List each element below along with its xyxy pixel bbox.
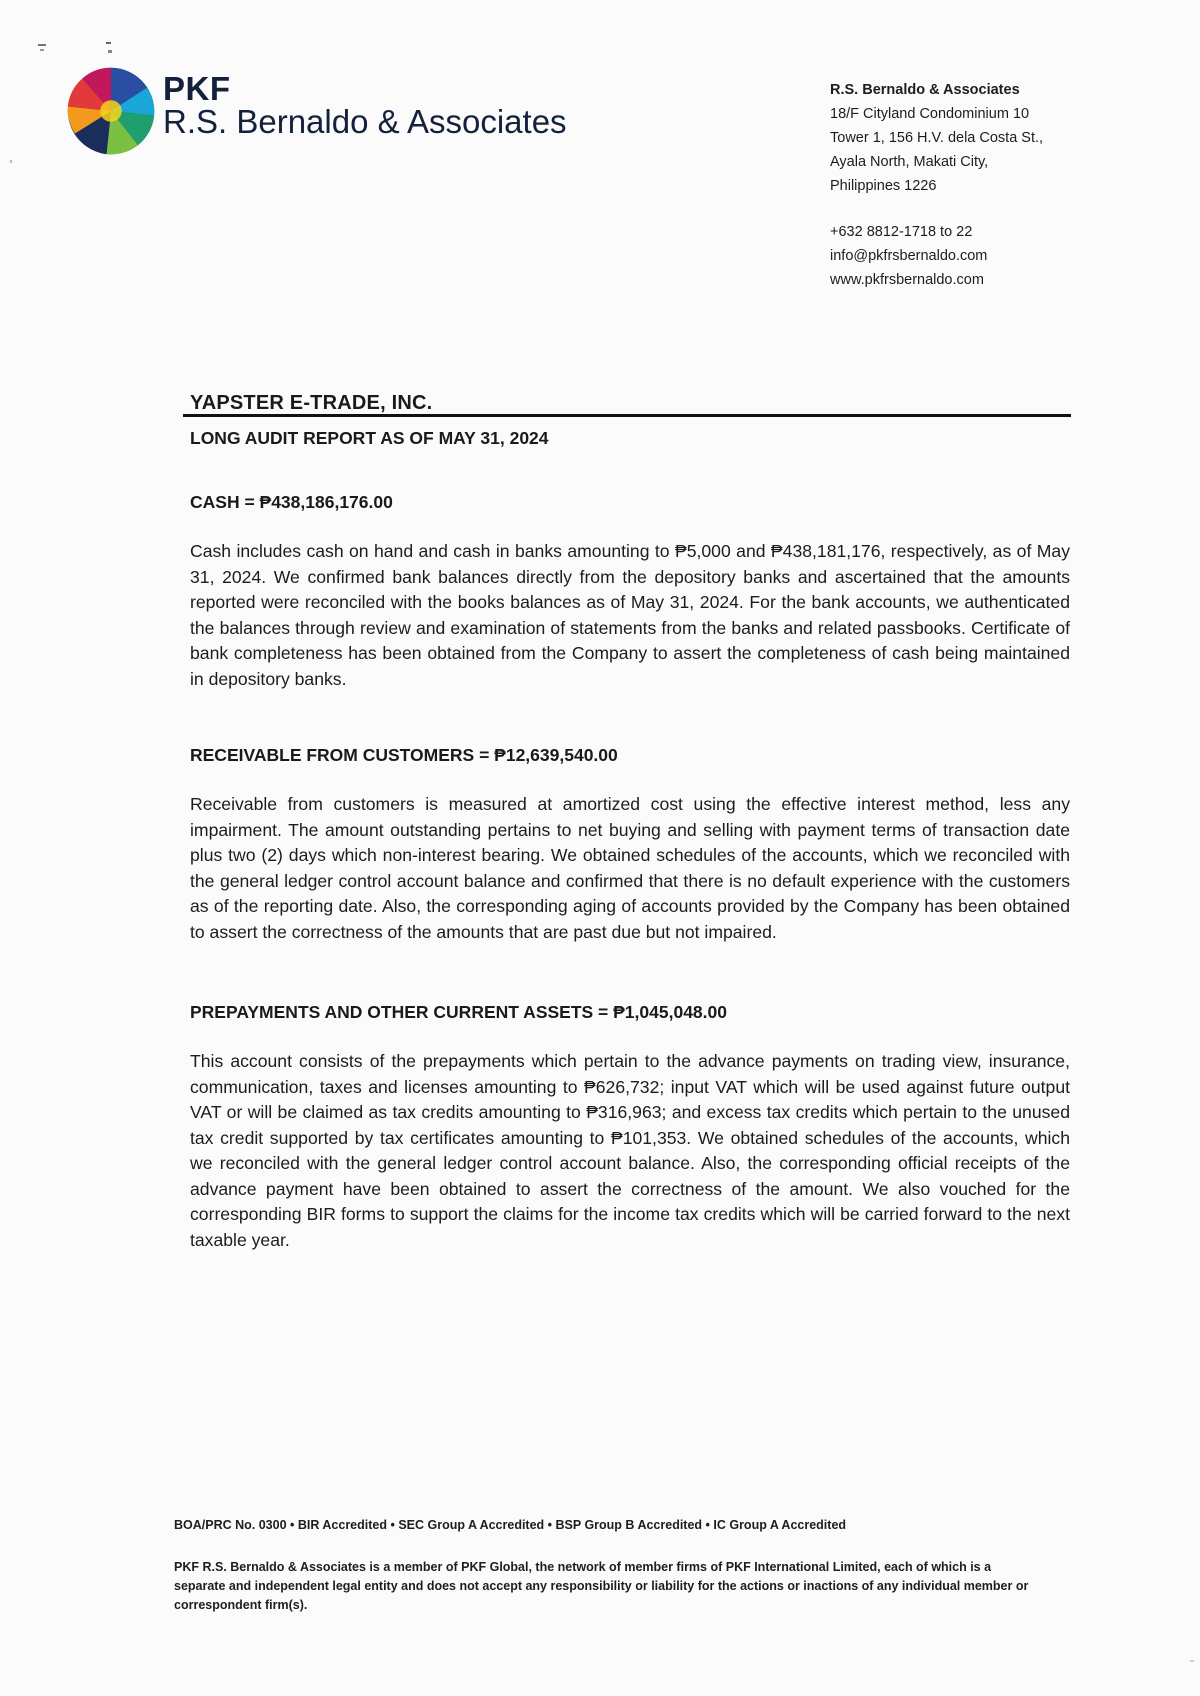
heading-divider xyxy=(183,414,1071,417)
section-body: Receivable from customers is measured at amortized cost using the effective interest method, less any impairment. The amount outstanding pertains to net buying and selling with payment terms of transaction date plus two (2) days which non-interest bearing. We obtained schedules of the accounts, which we reconciled with the general ledger control account balance and confirmed that there is no default experience with the customers as of the reporting date. Also, the corresponding aging of accounts provided by the Company has been obtained to assert the correctness of the amounts that are past due but not impaired. xyxy=(190,794,1070,942)
section-body: Cash includes cash on hand and cash in banks amounting to ₱5,000 and ₱438,181,176, respectively, as of May 31, 2024. We confirmed bank balances directly from the depository banks and ascertained that the amounts reported were reconciled with the books balances as of May 31, 2024. For the bank accounts, we authenticated the balances through review and examination of statements from the banks and related passbooks. Certificate of bank completeness has been obtained from the Company to assert the completeness of cash being maintained in depository banks. xyxy=(190,541,1070,689)
firm-name: R.S. Bernaldo & Associates xyxy=(830,82,1020,98)
company-name: YAPSTER E-TRADE, INC. xyxy=(190,392,433,414)
address-line: Tower 1, 156 H.V. dela Costa St., xyxy=(830,130,1044,146)
pkf-logo-icon xyxy=(66,66,156,156)
section-heading: PREPAYMENTS AND OTHER CURRENT ASSETS = ₱1,045,048.00 xyxy=(190,1002,727,1022)
footer-disclaimer: PKF R.S. Bernaldo & Associates is a member of PKF Global, the network of member firms of PKF International Limited, each of which is a separate and independent legal entity and does not accept any responsibility or liability for the actions or inactions of any individual member or correspondent firm(s). xyxy=(174,1560,1029,1612)
section-body: This account consists of the prepayments which pertain to the advance payments on trading view, insurance, communication, taxes and licenses amounting to ₱626,732; input VAT which will be used against future output VAT or will be claimed as tax credits amounting to ₱316,963; and excess tax credits which pertain to the unused tax credit supported by tax certificates amounting to ₱101,353. We obtained schedules of the accounts, which we reconciled with the general ledger control account balance. Also, the corresponding official receipts of the advance payment have been obtained to assert the correctness of the amount. We also vouched for the corresponding BIR forms to support the claims for the income tax credits which will be carried forward to the next taxable year. xyxy=(190,1051,1070,1250)
brand-name xyxy=(163,70,567,140)
address-line: 18/F Cityland Condominium 10 xyxy=(830,106,1030,122)
firm-address-block xyxy=(830,78,1043,292)
report-title: LONG AUDIT REPORT AS OF MAY 31, 2024 xyxy=(190,428,549,448)
section-cash xyxy=(190,492,1070,692)
section-heading: RECEIVABLE FROM CUSTOMERS = ₱12,639,540.00 xyxy=(190,745,618,765)
section-prepayments xyxy=(190,1002,1070,1253)
section-receivable xyxy=(190,745,1070,945)
footer-accreditations: BOA/PRC No. 0300 • BIR Accredited • SEC Group A Accredited • BSP Group B Accredited • IC Group A Accredited xyxy=(174,1518,847,1532)
website-url: www.pkfrsbernaldo.com xyxy=(830,272,984,288)
email-address: info@pkfrsbernaldo.com xyxy=(830,248,988,264)
address-line: Ayala North, Makati City, xyxy=(830,154,989,170)
section-heading: CASH = ₱438,186,176.00 xyxy=(190,492,393,512)
brand-line-1: PKF xyxy=(163,70,231,107)
brand-line-2: R.S. Bernaldo & Associates xyxy=(163,103,567,140)
address-line: Philippines 1226 xyxy=(830,178,937,194)
phone-number: +632 8812-1718 to 22 xyxy=(830,224,973,240)
